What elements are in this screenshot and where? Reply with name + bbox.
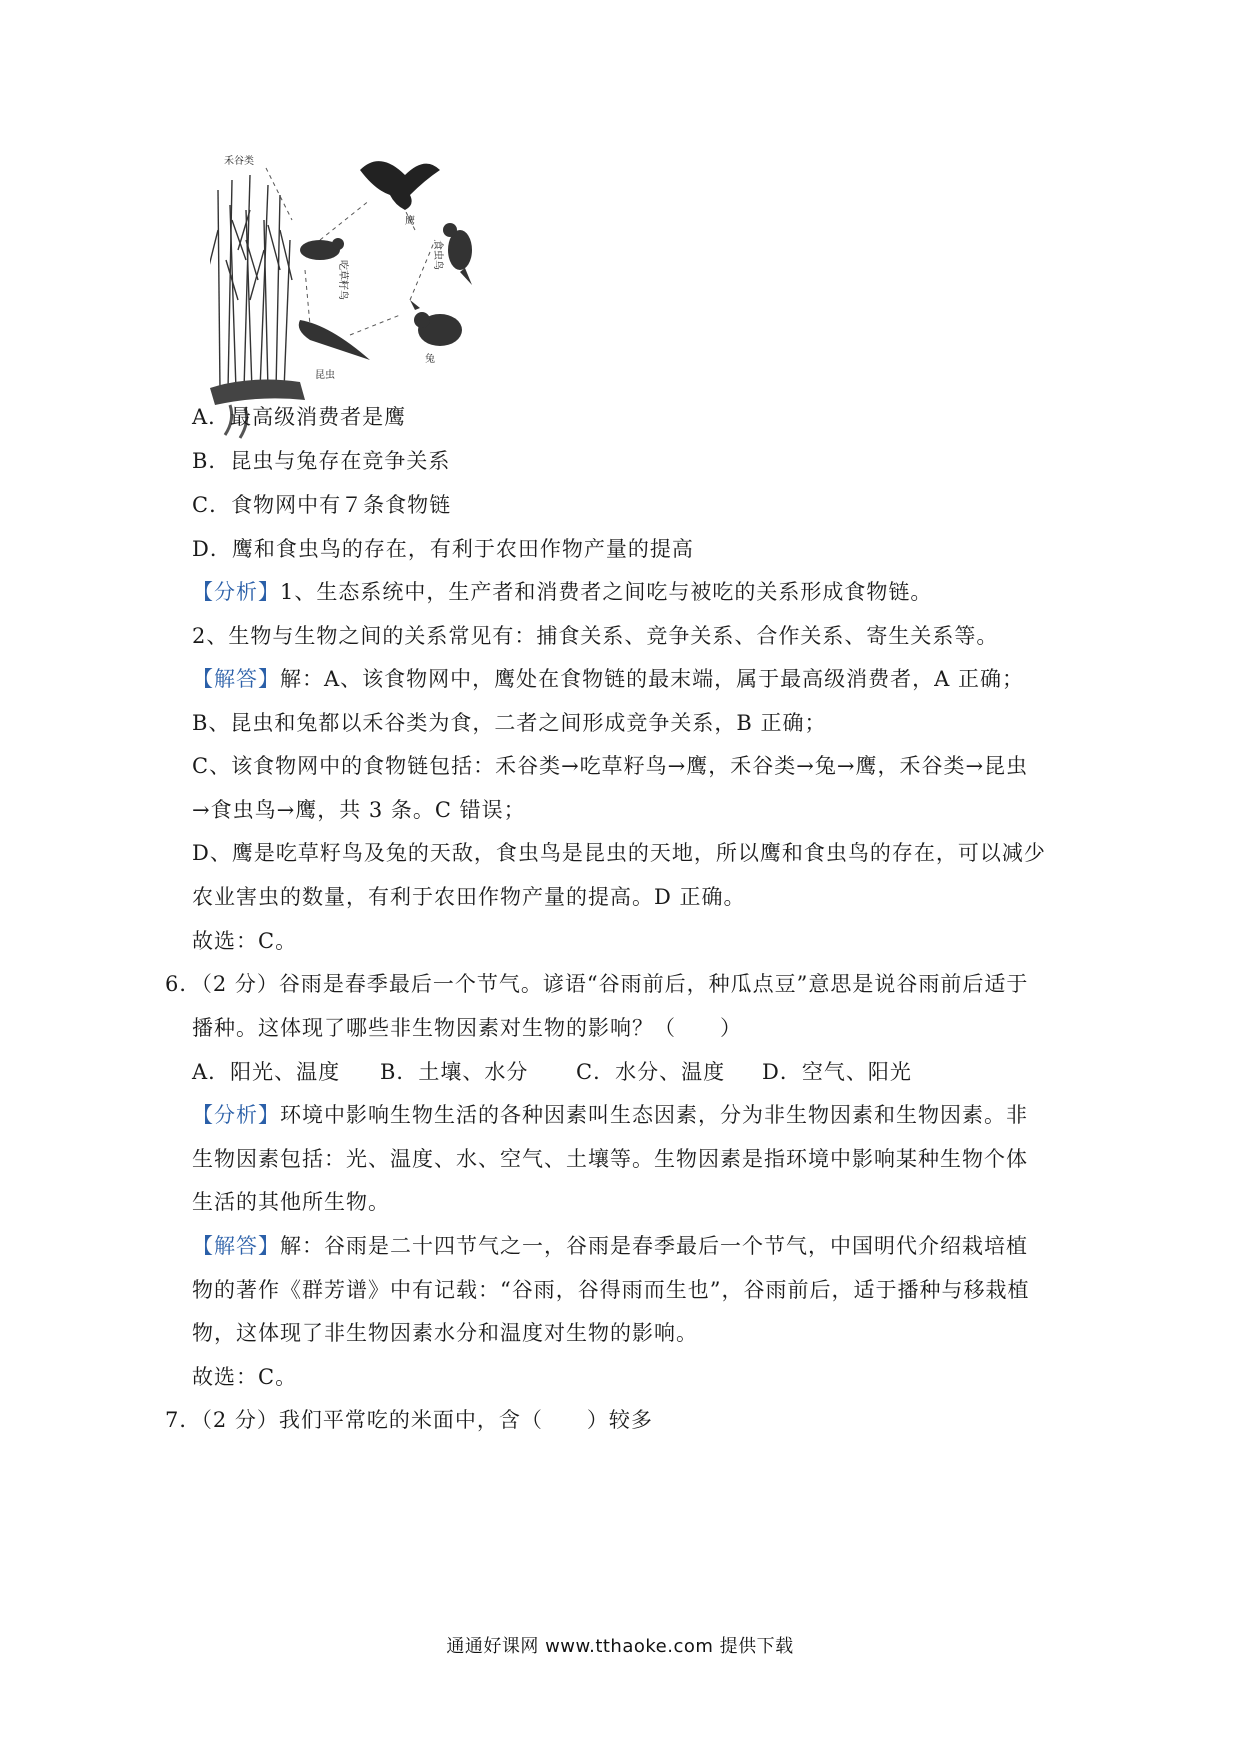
eagle-illustration [360, 161, 440, 210]
q5-analysis-line-1 [192, 577, 932, 607]
q6-analysis-line-1 [192, 1100, 1028, 1130]
analysis-tag: 【分析】 [192, 580, 280, 604]
page-footer: 通通好课网 www.tthaoke.com 提供下载 [446, 1636, 794, 1657]
q6-stem-line-2: 播种。这体现了哪些非生物因素对生物的影响？（ ） [192, 1016, 742, 1040]
food-web-figure [210, 150, 540, 440]
label-seed-bird: 吃草籽鸟 [337, 260, 348, 300]
q5-answer-line-3: C、该食物网中的食物链包括：禾谷类→吃草籽鸟→鹰，禾谷类→兔→鹰，禾谷类→昆虫 [192, 754, 1029, 778]
q5-answer-line-2: B、昆虫和兔都以禾谷类为食，二者之间形成竞争关系，B 正确； [192, 711, 827, 735]
q5-answer-line-5: D、鹰是吃草籽鸟及兔的天敌，食虫鸟是昆虫的天地，所以鹰和食虫鸟的存在，可以减少 [192, 841, 1046, 865]
grain-plants-illustration [210, 175, 292, 390]
answer-tag: 【解答】 [192, 667, 280, 691]
q6-option-b: B．土壤、水分 [380, 1060, 529, 1084]
seed-bird-illustration [300, 238, 344, 260]
q5-option-d: D．鹰和食虫鸟的存在，有利于农田作物产量的提高 [192, 537, 694, 561]
q6-answer-line-3: 物，这体现了非生物因素水分和温度对生物的影响。 [192, 1321, 698, 1345]
q5-option-b: B．昆虫与兔存在竞争关系 [192, 449, 451, 473]
q6-option-d: D．空气、阳光 [762, 1060, 912, 1084]
q6-option-c: C．水分、温度 [576, 1060, 726, 1084]
insect-bird-illustration [443, 223, 472, 285]
q7-stem: 7．（2 分）我们平常吃的米面中，含（ ）较多 [165, 1408, 653, 1432]
q5-answer-text-1: 解：A、该食物网中，鹰处在食物链的最末端，属于最高级消费者，A 正确； [280, 667, 1025, 691]
q6-answer-text-1: 解：谷雨是二十四节气之一，谷雨是春季最后一个节气，中国明代介绍栽培植 [280, 1234, 1028, 1258]
label-insect: 昆虫 [315, 370, 335, 381]
label-eagle: 鹰 [405, 216, 415, 227]
q6-analysis-line-3: 生活的其他所生物。 [192, 1190, 390, 1214]
label-insect-bird: 食虫鸟 [432, 240, 443, 270]
q5-choice: 故选：C。 [192, 929, 298, 953]
answer-tag: 【解答】 [192, 1234, 280, 1258]
q5-analysis-text-1: 1、生态系统中，生产者和消费者之间吃与被吃的关系形成食物链。 [280, 580, 933, 604]
q5-option-a: A．最高级消费者是鹰 [192, 405, 407, 429]
q6-analysis-text-1: 环境中影响生物生活的各种因素叫生态因素，分为非生物因素和生物因素。非 [280, 1103, 1028, 1127]
analysis-tag: 【分析】 [192, 1103, 280, 1127]
q5-answer-line-1 [192, 664, 1024, 694]
label-grain: 禾谷类 [224, 156, 254, 167]
insect-illustration [299, 320, 370, 360]
q6-choice: 故选：C。 [192, 1365, 298, 1389]
q6-answer-line-1 [192, 1231, 1028, 1261]
q6-stem-line-1: 6．（2 分）谷雨是春季最后一个节气。谚语“谷雨前后，种瓜点豆”意思是说谷雨前后适于 [165, 972, 1029, 996]
q5-answer-line-6: 农业害虫的数量，有利于农田作物产量的提高。D 正确。 [192, 885, 746, 909]
q6-answer-line-2: 物的著作《群芳谱》中有记载：“谷雨，谷得雨而生也”，谷雨前后，适于播种与移栽植 [192, 1278, 1030, 1302]
q6-analysis-line-2: 生物因素包括：光、温度、水、空气、土壤等。生物因素是指环境中影响某种生物个体 [192, 1147, 1028, 1171]
q5-analysis-line-2: 2、生物与生物之间的关系常见有：捕食关系、竞争关系、合作关系、寄生关系等。 [192, 624, 999, 648]
label-rabbit: 兔 [425, 354, 435, 365]
q5-option-c: C．食物网中有７条食物链 [192, 493, 452, 517]
rabbit-illustration [410, 300, 462, 346]
q6-option-a: A．阳光、温度 [192, 1060, 341, 1084]
q5-answer-line-4: →食虫鸟→鹰，共 3 条。C 错误； [192, 798, 526, 822]
